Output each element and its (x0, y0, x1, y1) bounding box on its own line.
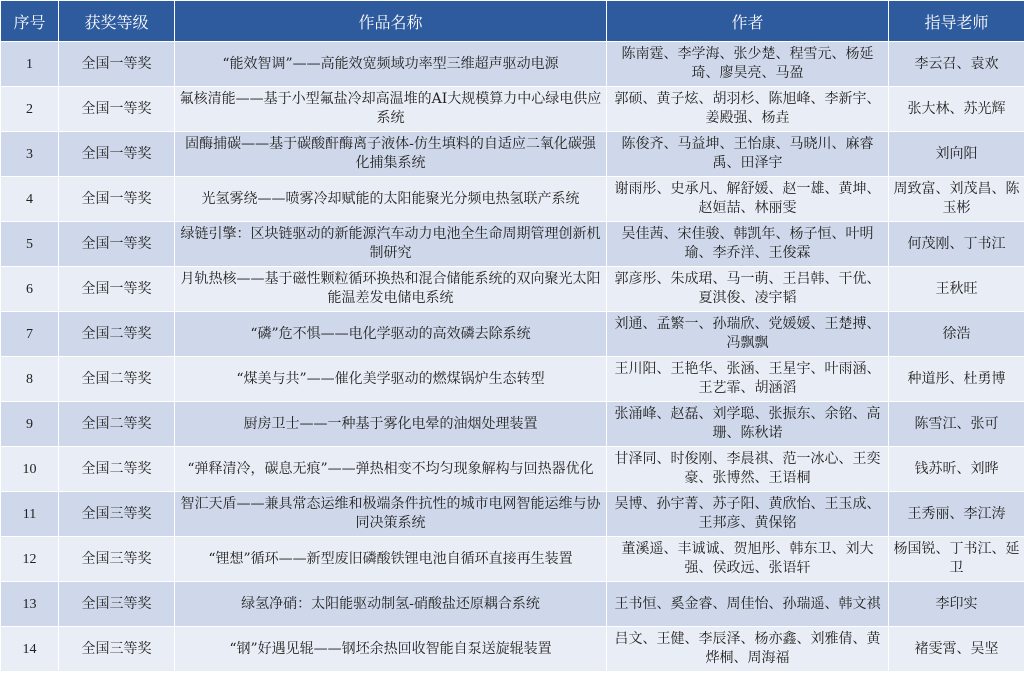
cell-authors: 张涌峰、赵磊、刘学聪、张振东、余铭、高珊、陈秋诺 (607, 402, 889, 447)
cell-advisors: 王秀丽、李江涛 (889, 492, 1024, 537)
cell-award-level: 全国一等奖 (59, 177, 175, 222)
cell-index: 1 (1, 42, 59, 87)
cell-award-level: 全国二等奖 (59, 357, 175, 402)
cell-index: 2 (1, 87, 59, 132)
header-authors: 作者 (607, 1, 889, 42)
cell-award-level: 全国三等奖 (59, 492, 175, 537)
cell-work-title: 氟核清能——基于小型氟盐冷却高温堆的AI大规模算力中心绿电供应系统 (175, 87, 607, 132)
cell-index: 8 (1, 357, 59, 402)
cell-work-title: “煤美与共”——催化美学驱动的燃煤锅炉生态转型 (175, 357, 607, 402)
cell-authors: 吴博、孙宇菁、苏子阳、黄欣怡、王玉成、王邦彦、黄保铭 (607, 492, 889, 537)
cell-authors: 陈南霆、李学海、张少楚、程雪元、杨延琦、廖昊亮、马盈 (607, 42, 889, 87)
cell-award-level: 全国二等奖 (59, 402, 175, 447)
cell-work-title: 固酶捕碳——基于碳酸酐酶离子液体-仿生填料的自适应二氧化碳强化捕集系统 (175, 132, 607, 177)
cell-advisors: 张大林、苏光辉 (889, 87, 1024, 132)
cell-authors: 王书恒、奚金睿、周佳怡、孙瑞遥、韩文祺 (607, 582, 889, 627)
cell-work-title: “磷”危不惧——电化学驱动的高效磷去除系统 (175, 312, 607, 357)
cell-advisors: 李印实 (889, 582, 1024, 627)
header-row (1, 1, 1024, 42)
cell-advisors: 钱苏昕、刘晔 (889, 447, 1024, 492)
cell-advisors: 李云召、袁欢 (889, 42, 1024, 87)
cell-index: 12 (1, 537, 59, 582)
header-advisors: 指导老师 (889, 1, 1024, 42)
cell-authors: 甘泽同、时俊刚、李晨祺、范一冰心、王奕豪、张博然、王语桐 (607, 447, 889, 492)
cell-advisors: 徐浩 (889, 312, 1024, 357)
cell-advisors: 周致富、刘茂昌、陈玉彬 (889, 177, 1024, 222)
table-row (1, 492, 1024, 537)
table-row (1, 267, 1024, 312)
cell-authors: 董溪遥、丰诚诚、贺旭彤、韩东卫、刘大强、侯政远、张语轩 (607, 537, 889, 582)
table-row (1, 222, 1024, 267)
table-body (1, 42, 1024, 672)
cell-work-title: “弹释清冷，碳息无痕”——弹热相变不均匀现象解构与回热器优化 (175, 447, 607, 492)
cell-advisors: 种道彤、杜勇博 (889, 357, 1024, 402)
table-row (1, 132, 1024, 177)
cell-award-level: 全国一等奖 (59, 267, 175, 312)
table-row (1, 312, 1024, 357)
cell-work-title: 光氢雾绕——喷雾冷却赋能的太阳能聚光分频电热氢联产系统 (175, 177, 607, 222)
cell-work-title: 绿氢净硝：太阳能驱动制氢-硝酸盐还原耦合系统 (175, 582, 607, 627)
table-row (1, 537, 1024, 582)
cell-advisors: 王秋旺 (889, 267, 1024, 312)
cell-index: 3 (1, 132, 59, 177)
cell-award-level: 全国二等奖 (59, 447, 175, 492)
cell-award-level: 全国三等奖 (59, 582, 175, 627)
table-row (1, 582, 1024, 627)
table-row (1, 357, 1024, 402)
cell-work-title: 月轨热核——基于磁性颗粒循环换热和混合储能系统的双向聚光太阳能温差发电储电系统 (175, 267, 607, 312)
header-level: 获奖等级 (59, 1, 175, 42)
cell-advisors: 褚雯霄、吴坚 (889, 627, 1024, 672)
cell-advisors: 刘向阳 (889, 132, 1024, 177)
header-title: 作品名称 (175, 1, 607, 42)
table-row (1, 177, 1024, 222)
cell-authors: 郭硕、黄子炫、胡羽杉、陈旭峰、李新宇、姜殿强、杨垚 (607, 87, 889, 132)
cell-index: 13 (1, 582, 59, 627)
cell-index: 5 (1, 222, 59, 267)
cell-authors: 郭彦彤、朱成珺、马一萌、王吕韩、干优、夏淇俊、凌宇韬 (607, 267, 889, 312)
cell-authors: 吕文、王健、李辰泽、杨亦鑫、刘雅倩、黄烨桐、周海福 (607, 627, 889, 672)
cell-award-level: 全国一等奖 (59, 222, 175, 267)
cell-advisors: 何茂刚、丁书江 (889, 222, 1024, 267)
cell-authors: 陈俊齐、马益坤、王怡康、马晓川、麻睿禹、田泽宇 (607, 132, 889, 177)
cell-authors: 王川阳、王艳华、张涵、王星宇、叶雨涵、王艺霏、胡涵滔 (607, 357, 889, 402)
cell-award-level: 全国二等奖 (59, 312, 175, 357)
header-index: 序号 (1, 1, 59, 42)
cell-award-level: 全国一等奖 (59, 87, 175, 132)
table-row (1, 87, 1024, 132)
cell-work-title: 智汇天盾——兼具常态运维和极端条件抗性的城市电网智能运维与协同决策系统 (175, 492, 607, 537)
cell-authors: 刘通、孟繁一、孙瑞欣、党媛媛、王楚搏、冯飘飘 (607, 312, 889, 357)
table-row (1, 42, 1024, 87)
table-row (1, 402, 1024, 447)
cell-advisors: 陈雪江、张可 (889, 402, 1024, 447)
cell-award-level: 全国一等奖 (59, 42, 175, 87)
cell-award-level: 全国三等奖 (59, 537, 175, 582)
cell-authors: 谢雨彤、史承凡、解舒媛、赵一雄、黄坤、赵姮喆、林丽雯 (607, 177, 889, 222)
cell-index: 11 (1, 492, 59, 537)
cell-work-title: “钢”好遇见辊——钢坯余热回收智能自泵送旋辊装置 (175, 627, 607, 672)
cell-index: 7 (1, 312, 59, 357)
cell-award-level: 全国三等奖 (59, 627, 175, 672)
cell-work-title: 厨房卫士——一种基于雾化电晕的油烟处理装置 (175, 402, 607, 447)
table-row (1, 447, 1024, 492)
cell-authors: 吴佳茜、宋佳骏、韩凯年、杨子恒、叶明瑜、李乔洋、王俊霖 (607, 222, 889, 267)
cell-index: 4 (1, 177, 59, 222)
cell-work-title: 绿链引擎：区块链驱动的新能源汽车动力电池全生命周期管理创新机制研究 (175, 222, 607, 267)
cell-index: 6 (1, 267, 59, 312)
cell-work-title: “锂想”循环——新型废旧磷酸铁锂电池自循环直接再生装置 (175, 537, 607, 582)
cell-index: 14 (1, 627, 59, 672)
cell-work-title: “能效智调”——高能效宽频域功率型三维超声驱动电源 (175, 42, 607, 87)
cell-advisors: 杨国锐、丁书江、延卫 (889, 537, 1024, 582)
cell-index: 9 (1, 402, 59, 447)
table-row (1, 627, 1024, 672)
cell-index: 10 (1, 447, 59, 492)
cell-award-level: 全国一等奖 (59, 132, 175, 177)
